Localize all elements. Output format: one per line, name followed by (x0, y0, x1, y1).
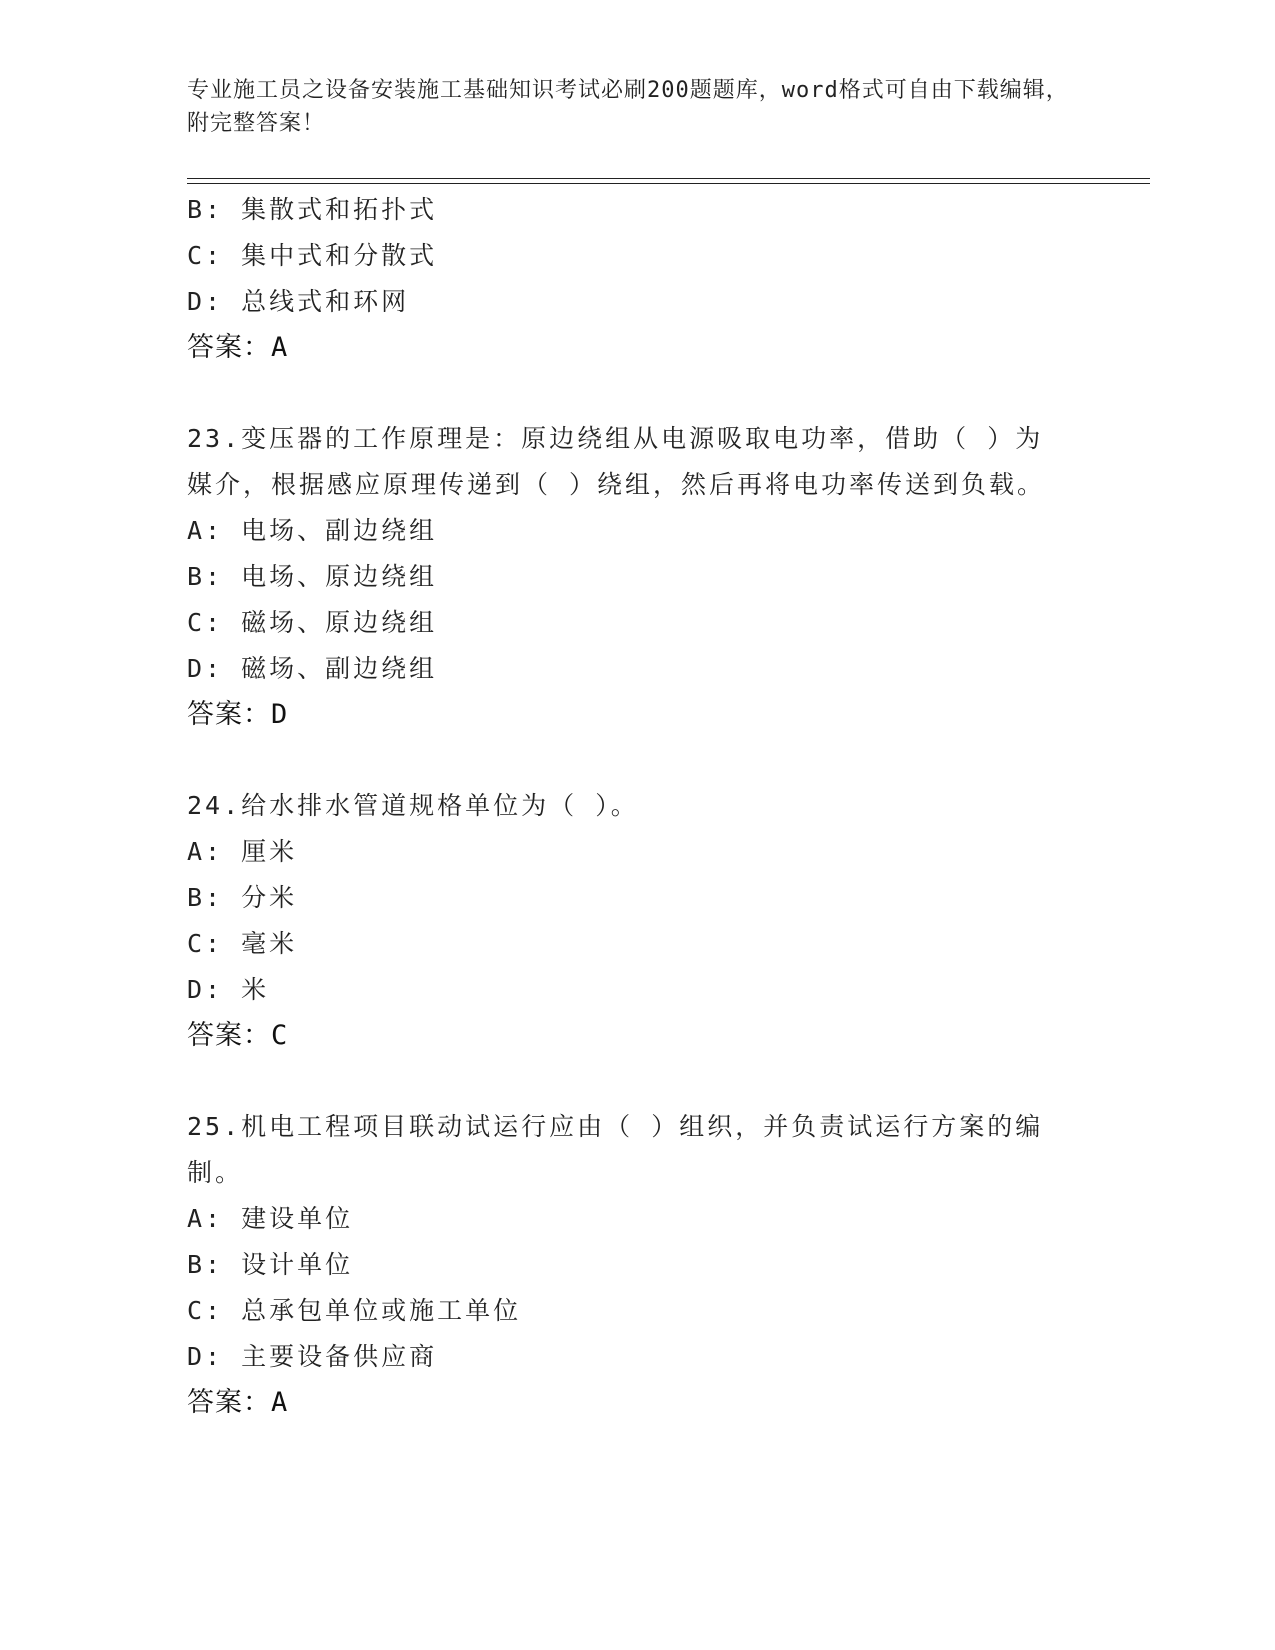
answer-line: 答案：A (187, 332, 289, 363)
header-divider-bottom (187, 183, 1150, 184)
document-header: 专业施工员之设备安装施工基础知识考试必刷200题题库，word格式可自由下载编辑，附完整答案！ (187, 78, 1069, 136)
option-d: D: 米 (187, 975, 270, 1004)
question-23 (187, 416, 1087, 738)
option-c: C: 毫米 (187, 929, 298, 958)
option-b: B: 电场、原边绕组 (187, 562, 438, 591)
option-a: A: 电场、副边绕组 (187, 516, 438, 545)
option-b: B: 分米 (187, 883, 298, 912)
question-stem: 24.给水排水管道规格单位为（ ）。 (187, 791, 639, 820)
question-22-continued (187, 187, 1087, 371)
answer-line: 答案：D (187, 699, 289, 730)
question-stem: 25.机电工程项目联动试运行应由（ ）组织，并负责试运行方案的编制。 (187, 1112, 1044, 1187)
answer-line: 答案：C (187, 1020, 289, 1051)
question-spacer (187, 371, 1087, 416)
answer-line: 答案：A (187, 1387, 289, 1418)
option-c: C: 集中式和分散式 (187, 241, 438, 270)
option-a: A: 厘米 (187, 837, 298, 866)
option-b: B: 集散式和拓扑式 (187, 195, 438, 224)
question-list (187, 187, 1087, 1426)
question-spacer (187, 738, 1087, 783)
question-25 (187, 1104, 1087, 1426)
question-24 (187, 783, 1087, 1059)
option-d: D: 磁场、副边绕组 (187, 654, 438, 683)
question-stem: 23.变压器的工作原理是：原边绕组从电源吸取电功率，借助（ ）为媒介，根据感应原理传递到（ ）绕组，然后再将电功率传送到负载。 (187, 424, 1046, 499)
option-c: C: 总承包单位或施工单位 (187, 1296, 522, 1325)
option-d: D: 总线式和环网 (187, 287, 410, 316)
option-b: B: 设计单位 (187, 1250, 354, 1279)
question-spacer (187, 1059, 1087, 1104)
option-d: D: 主要设备供应商 (187, 1342, 438, 1371)
header-divider-top (187, 178, 1150, 179)
option-c: C: 磁场、原边绕组 (187, 608, 438, 637)
option-a: A: 建设单位 (187, 1204, 354, 1233)
